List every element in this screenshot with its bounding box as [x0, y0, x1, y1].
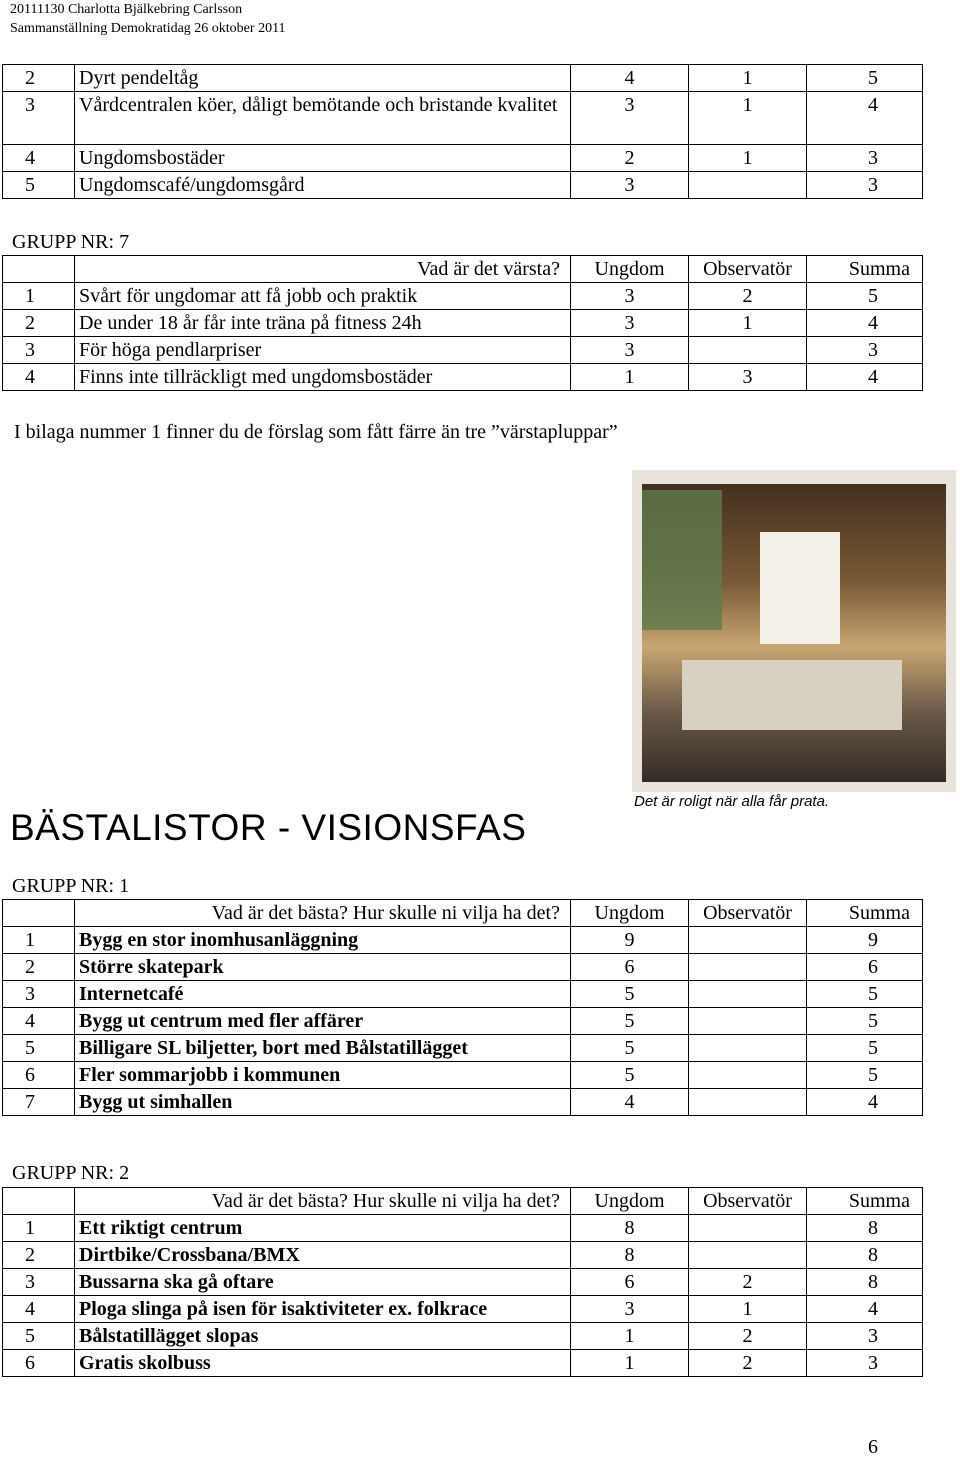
- table-group-7: [2, 255, 923, 391]
- header-line-1: 20111130 Charlotta Bjälkebring Carlsson: [10, 2, 243, 17]
- photo-door-frame: [632, 470, 956, 792]
- table-row: 2 Större skatepark 6 6: [3, 954, 923, 981]
- table-row: 1 Svårt för ungdomar att få jobb och praktik 3 2 5: [3, 283, 923, 310]
- table-row: 7 Bygg ut simhallen 4 4: [3, 1089, 923, 1116]
- group-7-label: GRUPP NR: 7: [12, 231, 130, 253]
- table-header-row: Vad är det bästa? Hur skulle ni vilja ha det? Ungdom Observatör Summa: [3, 1188, 923, 1215]
- table-row: 5 Ungdomscafé/ungdomsgård 3 3: [3, 172, 923, 199]
- table-row: 6 Gratis skolbuss 1 2 3: [3, 1350, 923, 1377]
- table-header-row: Vad är det bästa? Hur skulle ni vilja ha det? Ungdom Observatör Summa: [3, 900, 923, 927]
- table-row: 3 Bussarna ska gå oftare 6 2 8: [3, 1269, 923, 1296]
- table-row: 4 Finns inte tillräckligt med ungdomsbostäder 1 3 4: [3, 364, 923, 391]
- group-2-label: GRUPP NR: 2: [12, 1162, 130, 1184]
- table-row: 4 Ploga slinga på isen för isaktiviteter ex. folkrace 3 1 4: [3, 1296, 923, 1323]
- table-row: 5 Billigare SL biljetter, bort med Bålstatillägget 5 5: [3, 1035, 923, 1062]
- table-continued: [2, 64, 923, 199]
- table-row: 3 Internetcafé 5 5: [3, 981, 923, 1008]
- header-line-2: Sammanställning Demokratidag 26 oktober 2011: [10, 21, 286, 36]
- table-row: 4 Ungdomsbostäder 2 1 3: [3, 145, 923, 172]
- photo-caption: Det är roligt när alla får prata.: [634, 793, 830, 810]
- table-row: 2 De under 18 år får inte träna på fitness 24h 3 1 4: [3, 310, 923, 337]
- group-1-label: GRUPP NR: 1: [12, 875, 130, 897]
- table-row: 1 Ett riktigt centrum 8 8: [3, 1215, 923, 1242]
- table-row: 3 För höga pendlarpriser 3 3: [3, 337, 923, 364]
- page-header: [10, 0, 286, 38]
- table-group-1: [2, 899, 923, 1116]
- table-row: 2 Dyrt pendeltåg 4 1 5: [3, 65, 923, 92]
- table-row: 5 Bålstatillägget slopas 1 2 3: [3, 1323, 923, 1350]
- page-number: 6: [868, 1436, 878, 1458]
- table-row: 6 Fler sommarjobb i kommunen 5 5: [3, 1062, 923, 1089]
- appendix-note: I bilaga nummer 1 finner du de förslag som fått färre än tre ”värstapluppar”: [14, 421, 618, 443]
- table-row: 2 Dirtbike/Crossbana/BMX 8 8: [3, 1242, 923, 1269]
- table-header-row: Vad är det värsta? Ungdom Observatör Summa: [3, 256, 923, 283]
- table-row: 1 Bygg en stor inomhusanläggning 9 9: [3, 927, 923, 954]
- table-group-2: [2, 1187, 923, 1377]
- table-row: 4 Bygg ut centrum med fler affärer 5 5: [3, 1008, 923, 1035]
- meeting-photo: [632, 470, 956, 792]
- table-row: 3 Vårdcentralen köer, dåligt bemötande och bristande kvalitet 3 1 4: [3, 92, 923, 145]
- section-title: BÄSTALISTOR - VISIONSFAS: [10, 807, 527, 848]
